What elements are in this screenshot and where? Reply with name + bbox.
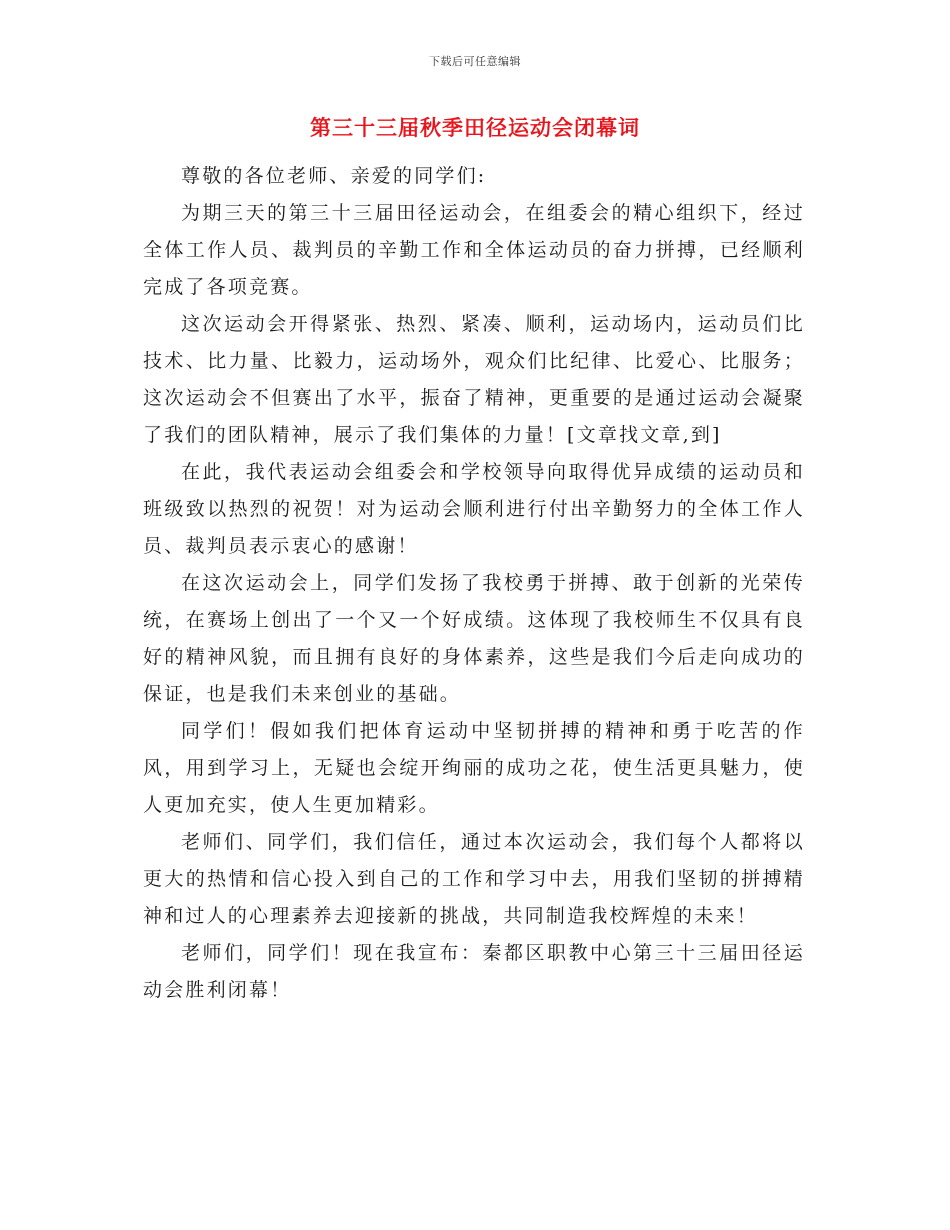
page-header-note: 下载后可任意编辑 xyxy=(429,55,521,68)
paragraph-4: 在这次运动会上，同学们发扬了我校勇于拼搏、敢于创新的光荣传统，在赛场上创出了一个又一个好成绩。这体现了我校师生不仅具有良好的精神风貌，而且拥有良好的身体素养，这些是我们今后走向成功的保证，也是我们未来创业的基础。 xyxy=(143,572,805,705)
paragraph-3: 在此，我代表运动会组委会和学校领导向取得优异成绩的运动员和班级致以热烈的祝贺！对为运动会顺利进行付出辛勤努力的全体工作人员、裁判员表示衷心的感谢！ xyxy=(143,461,805,557)
salutation: 尊敬的各位老师、亲爱的同学们: xyxy=(181,165,487,187)
paragraph-2: 这次运动会开得紧张、热烈、紧凑、顺利，运动场内，运动员们比技术、比力量、比毅力，运动场外，观众们比纪律、比爱心、比服务；这次运动会不但赛出了水平，振奋了精神，更重要的是通过运动会凝聚了我们的团队精神，展示了我们集体的力量！[文章找文章,到] xyxy=(143,313,805,446)
paragraph-6: 老师们、同学们，我们信任，通过本次运动会，我们每个人都将以更大的热情和信心投入到自己的工作和学习中去，用我们坚韧的拼搏精神和过人的心理素养去迎接新的挑战，共同制造我校辉煌的未来！ xyxy=(143,831,805,927)
document-title: 第三十三届秋季田径运动会闭幕词 xyxy=(310,115,640,140)
paragraph-7: 老师们，同学们！现在我宣布：秦都区职教中心第三十三届田径运动会胜利闭幕！ xyxy=(143,942,805,1001)
paragraph-5: 同学们！假如我们把体育运动中坚韧拼搏的精神和勇于吃苦的作风，用到学习上，无疑也会绽开绚丽的成功之花，使生活更具魅力，使人更加充实，使人生更加精彩。 xyxy=(143,720,805,816)
paragraph-1: 为期三天的第三十三届田径运动会，在组委会的精心组织下，经过全体工作人员、裁判员的辛勤工作和全体运动员的奋力拼搏，已经顺利完成了各项竞赛。 xyxy=(143,202,805,298)
document-body xyxy=(143,158,805,1009)
